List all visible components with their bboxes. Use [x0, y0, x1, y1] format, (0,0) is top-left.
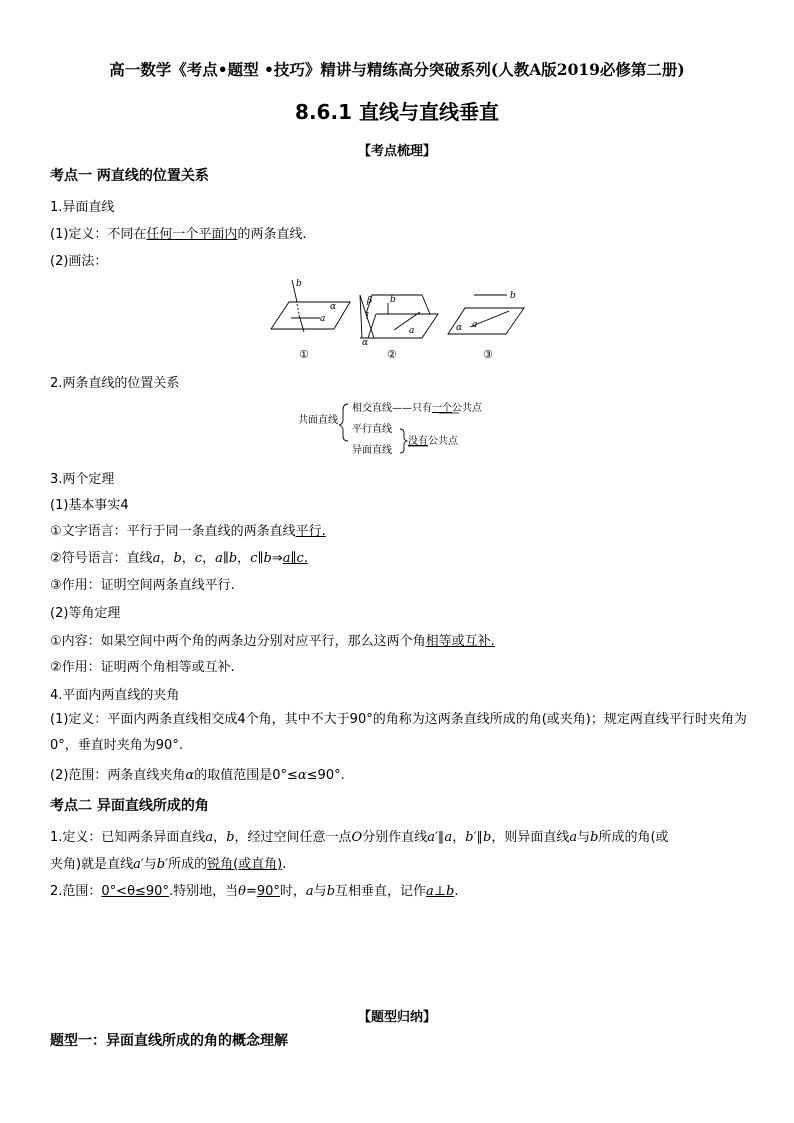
- drawing-label: (2)画法：: [50, 254, 108, 269]
- relation-diagram: [290, 396, 520, 462]
- series-title: 高一数学《考点•题型 •技巧》精讲与精练高分突破系列(人教A版2019必修第二册): [109, 60, 685, 79]
- var: a′: [133, 857, 144, 872]
- text: ，: [160, 551, 174, 566]
- parallel-label: 平行直线: [352, 424, 392, 435]
- var: b: [482, 830, 492, 845]
- text: ，: [181, 551, 195, 566]
- label-alpha: α: [362, 338, 369, 348]
- text: 公共点: [452, 403, 482, 414]
- plane-angle-definition: (1)定义：平面内两条直线相交成4个角，其中不大于90°的角称为这两条直线所成的角(或夹角)；规定两直线平行时夹角为0°，垂直时夹角为90°.: [50, 712, 747, 753]
- text: ∥: [476, 830, 483, 845]
- var: b: [590, 830, 599, 845]
- angle-theorem-title: (2)等角定理: [50, 606, 121, 621]
- text: 相交直线——只有: [352, 403, 432, 414]
- var: θ: [238, 884, 246, 899]
- label-beta: β: [367, 296, 373, 306]
- relation: a∥b: [215, 551, 238, 566]
- fact4-use: ③作用：证明空间两条直线平行.: [50, 578, 235, 593]
- plane-angle-range: [50, 764, 345, 783]
- text: 1.定义：已知两条异面直线: [50, 830, 206, 845]
- text: =: [245, 884, 257, 899]
- label-a: a: [409, 326, 415, 336]
- text: 公共点: [428, 436, 458, 447]
- text: 互相垂直，记作: [335, 884, 427, 899]
- var: a: [305, 884, 314, 899]
- text: ，: [213, 830, 227, 845]
- text: ①内容：如果空间中两个角的两条边分别对应平行，那么这两个角: [50, 634, 426, 649]
- skew-lines-definition: [50, 223, 307, 242]
- text: ，经过空间任意一点: [234, 830, 352, 845]
- underlined-term: 锐角(或直角): [207, 857, 283, 872]
- figure-number-1: ①: [299, 348, 309, 361]
- figure-number-2: ②: [387, 348, 397, 361]
- skew-angle-range: [50, 880, 458, 899]
- label-b: b: [510, 291, 516, 301]
- coplanar-label: 共面直线: [298, 415, 338, 426]
- var: c: [194, 551, 203, 566]
- var: b: [326, 884, 336, 899]
- figure-number-3: ③: [483, 348, 493, 361]
- var: b: [173, 551, 182, 566]
- underlined-term: a∥c.: [282, 551, 308, 566]
- intersect-label: [352, 401, 483, 414]
- text: .: [282, 857, 287, 872]
- relation-title: 2.两条直线的位置关系: [50, 376, 180, 391]
- var: a: [569, 830, 578, 845]
- var: b′: [156, 857, 169, 872]
- text: ①文字语言：平行于同一条直线的两条直线: [50, 524, 296, 539]
- var: a: [205, 830, 214, 845]
- label-b: b: [296, 279, 302, 289]
- skew-lines-title: 1.异面直线: [50, 200, 115, 215]
- theorems-title: 3.两个定理: [50, 472, 115, 487]
- underlined-term: 一个: [432, 403, 452, 414]
- label-l: l: [366, 312, 369, 322]
- var: a′: [427, 830, 438, 845]
- label-alpha: α: [330, 302, 337, 312]
- underlined-term: 0°<θ≤90°: [101, 884, 169, 899]
- label-a: a: [320, 314, 326, 324]
- text: 与: [577, 830, 591, 845]
- implies-symbol: ⇒: [271, 551, 283, 566]
- skew-label: 异面直线: [352, 445, 392, 456]
- var: b: [226, 830, 235, 845]
- underlined-term: 平行.: [295, 524, 326, 539]
- point2-heading: 考点二 异面直线所成的角: [50, 798, 209, 814]
- point1-heading: 考点一 两直线的位置关系: [50, 168, 209, 184]
- text: ②符号语言：直线: [50, 551, 153, 566]
- underlined-term: 没有: [408, 436, 428, 447]
- var: a: [152, 551, 161, 566]
- text: 分别作直线: [362, 830, 428, 845]
- var: b′: [465, 830, 477, 845]
- label-a: a: [472, 320, 478, 330]
- text: ，: [202, 551, 216, 566]
- underlined-term: 90°: [256, 884, 280, 899]
- label-alpha: α: [456, 323, 463, 333]
- text: 与: [313, 884, 327, 899]
- text: 的两条直线.: [237, 227, 307, 242]
- text: ≤90°.: [306, 768, 345, 783]
- text: ，则异面直线: [491, 830, 570, 845]
- no-common-point-label: [408, 434, 459, 447]
- section-heading-types: 【题型归纳】: [357, 1010, 436, 1025]
- skew-angle-definition-line2: [50, 853, 286, 872]
- var: a: [444, 830, 453, 845]
- text: .特别地，当: [168, 884, 239, 899]
- label-b: b: [390, 295, 396, 305]
- angle-theorem-content: [50, 630, 495, 649]
- fact4-symbol-language: [50, 547, 308, 566]
- skew-angle-definition-line1: [50, 826, 669, 845]
- section-heading-points: 【考点梳理】: [357, 144, 436, 159]
- skew-lines-figure: [260, 272, 540, 364]
- text: ∥: [437, 830, 445, 845]
- plane-angle-title: 4.平面内两直线的夹角: [50, 688, 180, 703]
- lesson-title: 8.6.1 直线与直线垂直: [295, 100, 499, 124]
- angle-theorem-use: ②作用：证明两个角相等或互补.: [50, 660, 235, 675]
- text: (1)定义：不同在: [50, 227, 147, 242]
- relation: c∥b: [250, 551, 272, 566]
- text: 与: [143, 857, 157, 872]
- text: ，: [452, 830, 466, 845]
- underlined-term: 相等或互补.: [425, 634, 495, 649]
- text: ，: [237, 551, 251, 566]
- text: 所成的: [168, 857, 208, 872]
- text: 所成的角(或: [598, 830, 669, 845]
- underlined-term: 任何一个平面内: [146, 227, 238, 242]
- var: α: [185, 768, 195, 783]
- text: 2.范围：: [50, 884, 102, 899]
- text: 夹角)就是直线: [50, 857, 134, 872]
- var: α: [297, 768, 307, 783]
- text: .: [454, 884, 459, 899]
- text: (2)范围：两条直线夹角: [50, 768, 186, 783]
- type1-heading: 题型一：异面直线所成的角的概念理解: [50, 1033, 288, 1049]
- underlined-term: a⊥b: [426, 884, 455, 899]
- text: 的取值范围是0°≤: [194, 768, 298, 783]
- var: O: [351, 830, 363, 845]
- text: 时，: [279, 884, 306, 899]
- fact4-text-language: [50, 520, 326, 539]
- fact4-title: (1)基本事实4: [50, 498, 129, 513]
